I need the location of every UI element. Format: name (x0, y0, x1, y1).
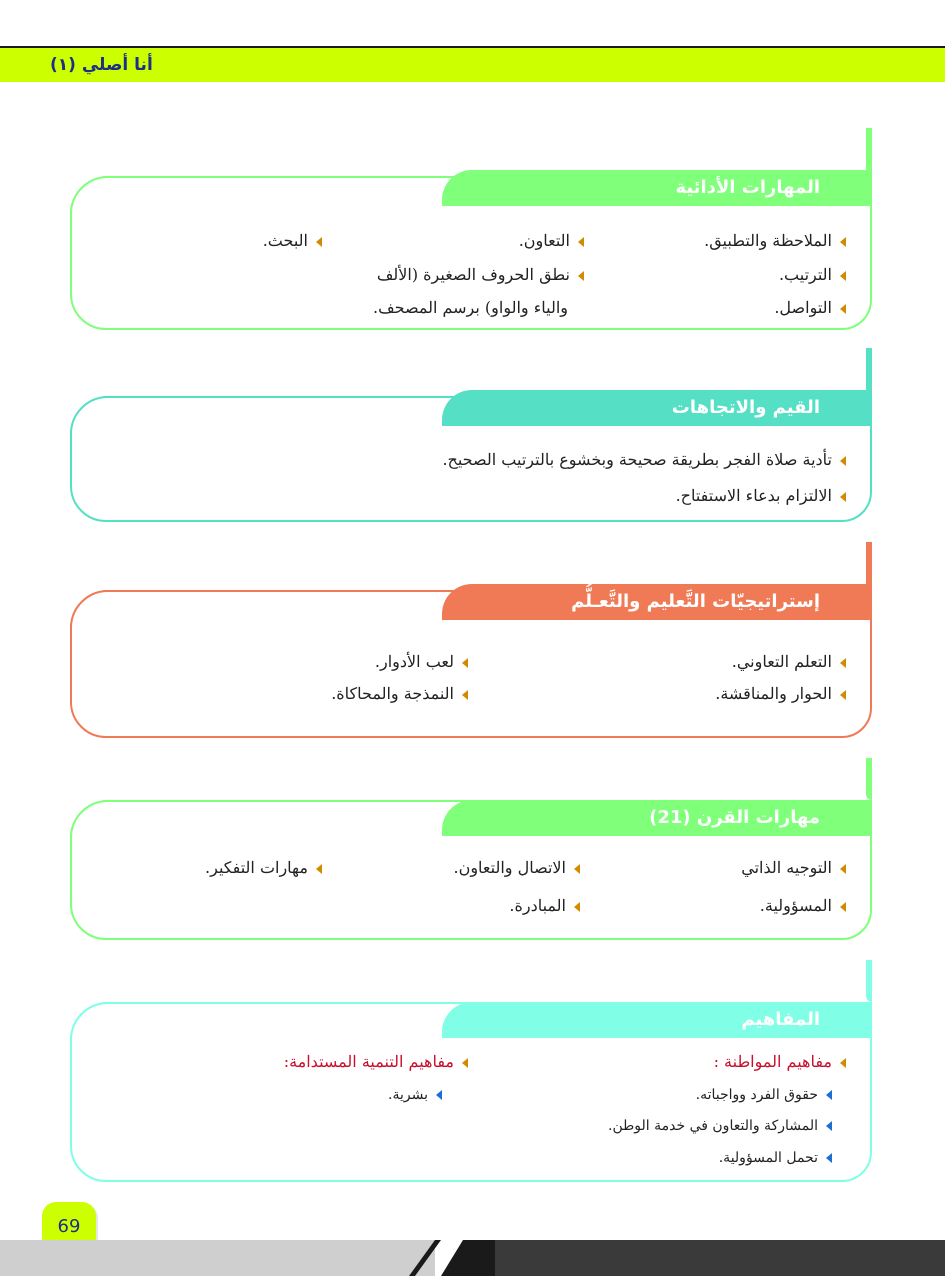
bullet-icon (574, 864, 580, 874)
list-item: المشاركة والتعاون في خدمة الوطن. (608, 1118, 832, 1134)
bullet-icon (840, 690, 846, 700)
bullet-icon (316, 864, 322, 874)
list-item: بشرية. (388, 1087, 442, 1103)
list-item: المسؤولية. (760, 896, 846, 915)
bullet-icon (840, 492, 846, 502)
section-corner-curl (866, 960, 872, 1002)
footer-bar-right (495, 1240, 945, 1276)
bullet-icon (840, 304, 846, 314)
section-teaching-strategies (70, 542, 872, 738)
list-item: الحوار والمناقشة. (715, 684, 846, 703)
bullet-icon (578, 271, 584, 281)
bullet-icon (840, 237, 846, 247)
bullet-icon (462, 658, 468, 668)
section-corner-curl (866, 128, 872, 176)
section-values-attitudes (70, 348, 872, 522)
list-item: تأدية صلاة الفجر بطريقة صحيحة وبخشوع بالترتيب الصحيح. (442, 450, 846, 469)
page-number: 69 (42, 1202, 96, 1252)
concept-heading: مفاهيم المواطنة : (714, 1052, 846, 1071)
list-item: نطق الحروف الصغيرة (الألف (377, 265, 584, 284)
bullet-icon (462, 1058, 468, 1068)
unit-title: أنا أصلي (١) (50, 55, 153, 75)
bullet-icon (436, 1090, 442, 1100)
concept-heading: مفاهيم التنمية المستدامة: (284, 1052, 468, 1071)
bullet-icon (840, 658, 846, 668)
list-item: التوجيه الذاتي (741, 858, 846, 877)
bullet-icon (840, 271, 846, 281)
section-title: إستراتيجيّات التَّعليم والتَّعـلُّم (571, 591, 820, 612)
bullet-icon (316, 237, 322, 247)
list-item-continuation: والياء والواو) برسم المصحف. (372, 298, 568, 317)
section-21st-century-skills (70, 758, 872, 940)
bullet-icon (840, 1058, 846, 1068)
list-item: المبادرة. (509, 896, 580, 915)
bullet-icon (840, 456, 846, 466)
section-concepts (70, 960, 872, 1182)
list-item: التعلم التعاوني. (732, 652, 846, 671)
bullet-icon (840, 864, 846, 874)
section-corner-curl (866, 348, 872, 396)
list-item: تحمل المسؤولية. (719, 1150, 832, 1166)
section-performance-skills (70, 128, 872, 330)
bullet-icon (826, 1121, 832, 1131)
section-title: القيم والاتجاهات (671, 397, 820, 418)
section-title: مهارات القرن (21) (649, 807, 820, 828)
list-item: حقوق الفرد وواجباته. (696, 1087, 832, 1103)
footer-divider-icon (405, 1240, 495, 1276)
footer-bar-left (0, 1240, 435, 1276)
list-item: لعب الأدوار. (375, 652, 468, 671)
list-item: الاتصال والتعاون. (453, 858, 580, 877)
list-item: الترتيب. (779, 265, 846, 284)
list-item: الملاحظة والتطبيق. (704, 231, 846, 250)
list-item: الالتزام بدعاء الاستفتاح. (676, 486, 846, 505)
list-item: مهارات التفكير. (205, 858, 322, 877)
bullet-icon (826, 1153, 832, 1163)
section-title: المفاهيم (741, 1009, 820, 1030)
bullet-icon (574, 902, 580, 912)
bullet-icon (578, 237, 584, 247)
list-item: النمذجة والمحاكاة. (331, 684, 468, 703)
bullet-icon (826, 1090, 832, 1100)
section-corner-curl (866, 758, 872, 800)
list-item: التواصل. (774, 298, 846, 317)
section-title: المهارات الأدائية (675, 177, 820, 198)
section-corner-curl (866, 542, 872, 590)
bullet-icon (840, 902, 846, 912)
bullet-icon (462, 690, 468, 700)
list-item: التعاون. (519, 231, 584, 250)
list-item: البحث. (263, 231, 322, 250)
